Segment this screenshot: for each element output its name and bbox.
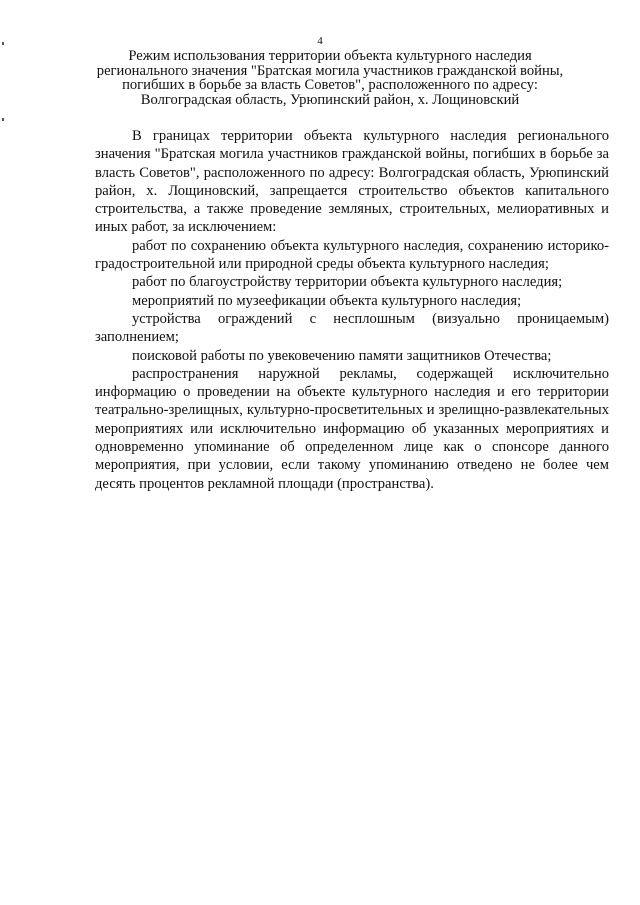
title-line: Волгоградская область, Урюпинский район, х. Лощиновский [140, 91, 520, 108]
title-line: регионального значения "Братская могила участников гражданской войны, [96, 62, 564, 79]
page-number: 4 [317, 35, 323, 47]
title-line: погибших в борьбе за власть Советов", расположенного по адресу: [122, 77, 538, 93]
document-body [95, 127, 609, 493]
paragraph-exception-landscaping: работ по благоустройству территории объекта культурного наследия; [132, 274, 563, 291]
paragraph-exception-preservation: работ по сохранению объекта культурного наследия, сохранению историко-градостроительной или природной среды объекта культурного наследия; [95, 237, 609, 273]
scan-edge-mark [2, 118, 4, 121]
paragraph-exception-advertising: распространения наружной рекламы, содержащей исключительно информацию о проведении на объекте культурного наследия и его территории театрально-зрелищных, культурно-просветительных и зрелищно-развлекательных мероприятиях или исключительно информацию об указанных мероприятиях и одновременно упоминание об определенном лице как о спонсоре данного мероприятия, при условии, если такому упоминанию отведено не более чем десять процентов рекламной площади (пространства). [95, 365, 609, 492]
title-line: Режим использования территории объекта культурного наследия [128, 48, 532, 64]
paragraph-exception-museum: мероприятий по музеефикации объекта культурного наследия; [132, 292, 522, 309]
paragraph-exception-fencing: устройства ограждений с несплошным (визуально проницаемым) заполнением; [95, 310, 609, 346]
paragraph-intro: В границах территории объекта культурного наследия регионального значения "Братская могила участников гражданской войны, погибших в борьбе за власть Советов", расположенного по адресу: Волгоградская область, Урюпинский район, х. Лощиновский, запрещается строительство объектов капитального строительства, а также проведение земляных, строительных, мелиоративных и иных работ, за исключением: [95, 128, 609, 236]
document-title [80, 49, 580, 107]
paragraph-exception-search: поисковой работы по увековечению памяти защитников Отечества; [132, 347, 552, 364]
